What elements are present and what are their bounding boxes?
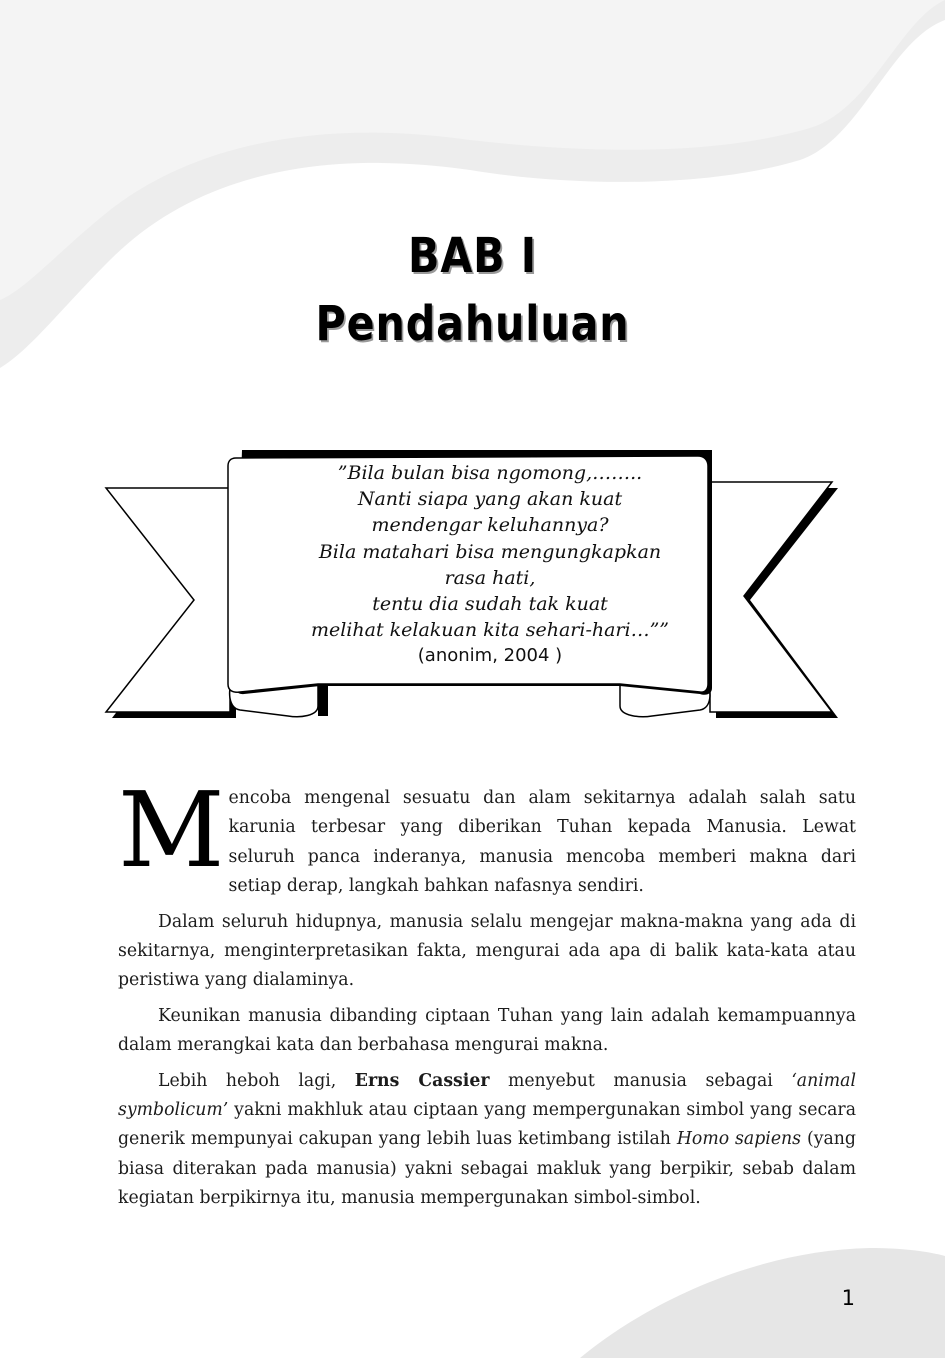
term-homo-sapiens: Homo sapiens — [676, 1129, 802, 1150]
chapter-heading — [0, 222, 945, 358]
paragraph-2: Dalam seluruh hidupnya, manusia selalu mengejar makna-makna yang ada di sekitarnya, menginterpretasikan fakta, mengurai ada apa di balik kata-kata atau peristiwa yang dialaminya. — [118, 911, 856, 991]
body-text — [118, 769, 856, 1220]
paragraph-1 — [118, 769, 856, 902]
paragraph-3: Keunikan manusia dibanding ciptaan Tuhan yang lain adalah kemampuannya dalam merangkai kata dan berbahasa mengurai makna. — [118, 1005, 856, 1056]
bottom-wave — [580, 1248, 945, 1358]
ribbon-left-fold-shadow — [318, 682, 328, 716]
chapter-title: Pendahuluan — [315, 296, 630, 352]
paragraph-4-text: yakni makhluk atau ciptaan yang mempergunakan simbol yang secara generik mempunyai cakupan yang lebih luas ketimbang istilah — [118, 1100, 856, 1150]
ribbon-left-tail — [106, 488, 230, 712]
paragraph-4 — [118, 1067, 856, 1214]
author-name: Erns Cassier — [354, 1070, 490, 1091]
quote-line: rasa hati, — [444, 566, 536, 589]
quote-line: mendengar keluhannya? — [371, 514, 609, 537]
paragraph-4-text: (yang biasa diterakan pada manusia) yakni sebagai makluk yang berpikir, sebab dalam kegiatan berpikirnya itu, manusia mempergunakan simbol-simbol. — [118, 1129, 856, 1209]
term-animal-symbolicum: ‘animal symbolicum’ — [118, 1070, 856, 1121]
quote-line: tentu dia sudah tak kuat — [372, 593, 608, 616]
quote-line: Bila matahari bisa mengungkapkan — [318, 540, 662, 563]
chapter-number: BAB I — [408, 228, 537, 284]
drop-cap: M — [118, 769, 225, 891]
epigraph-quote — [240, 460, 740, 670]
paragraph-4-text: menyebut manusia sebagai — [489, 1070, 792, 1091]
quote-line: ”Bila bulan bisa ngomong,…….. — [337, 462, 643, 484]
page-number: 1 — [841, 1286, 855, 1310]
paragraph-4-text: Lebih heboh lagi, — [158, 1070, 355, 1091]
quote-line: Nanti siapa yang akan kuat — [357, 488, 623, 511]
quote-source: (anonim, 2004 ) — [417, 645, 563, 667]
paragraph-1-text: encoba mengenal sesuatu dan alam sekitarnya adalah salah satu karunia terbesar yang diberikan Tuhan kepada Manusia. Lewat seluruh panca inderanya, manusia mencoba memberi makna dari setiap derap, langkah bahkan nafasnya sendiri. — [228, 788, 856, 897]
quote-line: melihat kelakuan kita sehari-hari…”” — [310, 619, 670, 642]
